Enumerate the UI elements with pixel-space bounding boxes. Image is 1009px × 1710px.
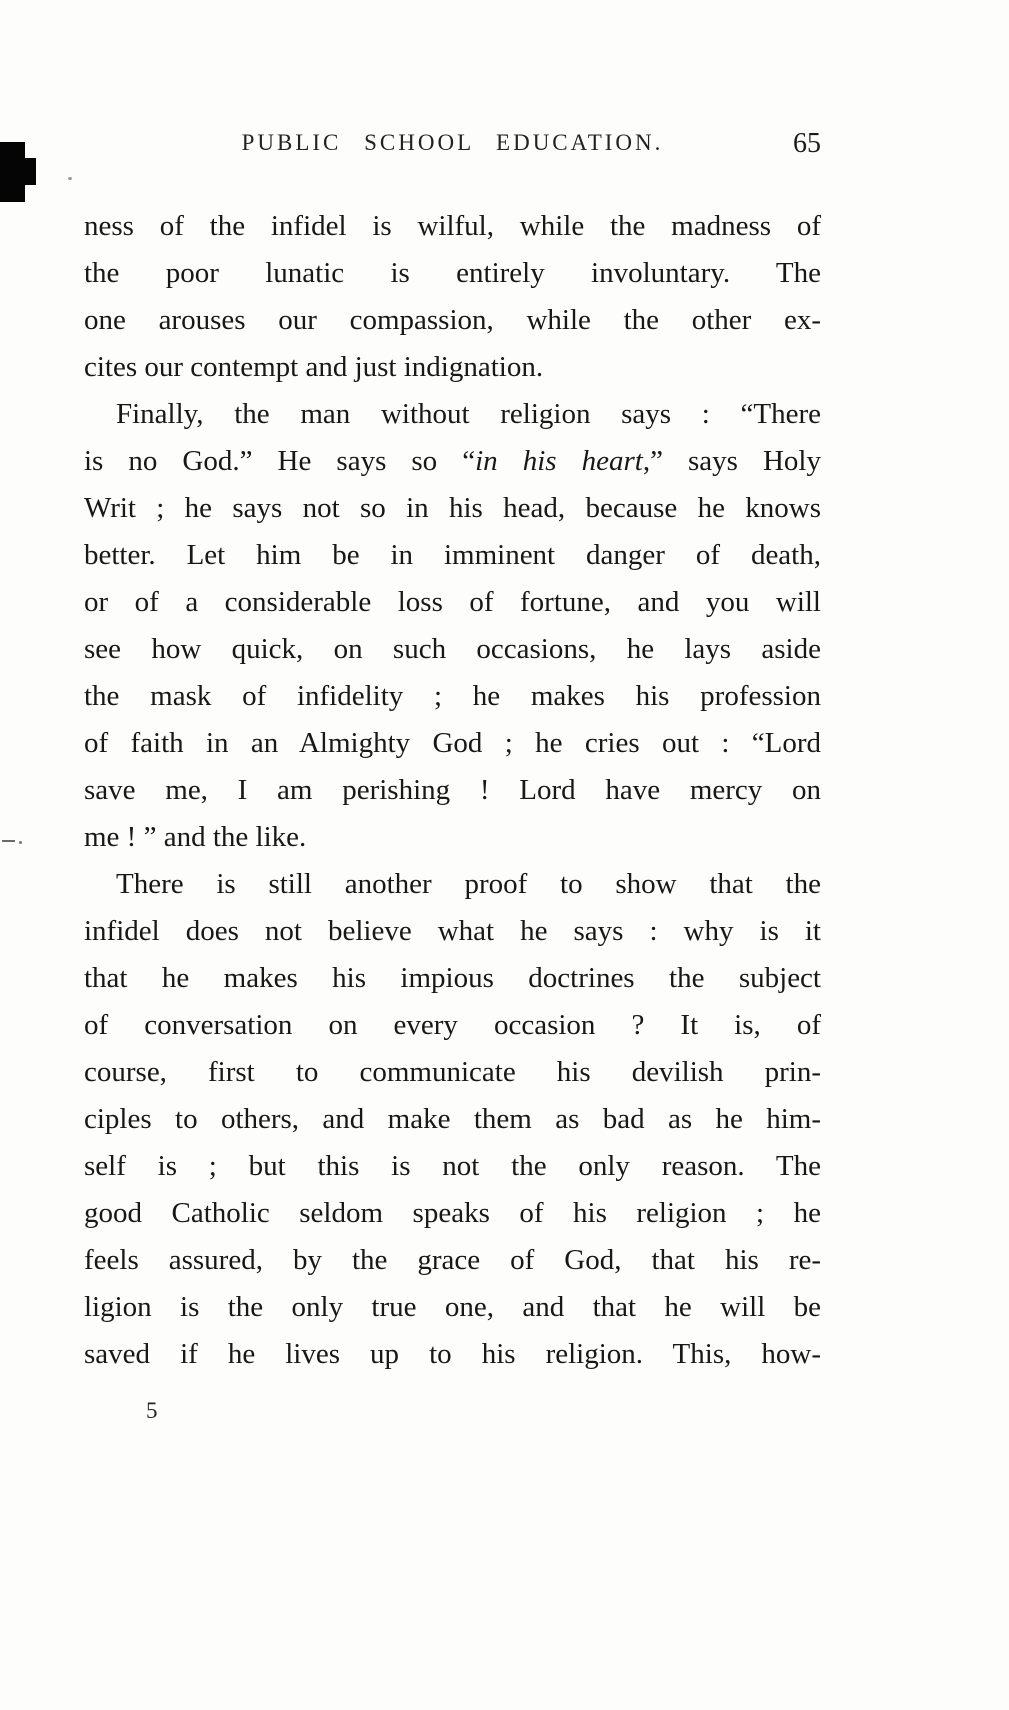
text-line: of conversation on every occasion ? It is, of — [84, 1009, 821, 1041]
scan-artifact-tab — [0, 142, 25, 202]
body-text — [84, 203, 821, 1378]
text-line: the poor lunatic is entirely involuntary. The — [84, 257, 821, 289]
scan-artifact-tab-nub — [25, 158, 36, 185]
text-line: course, first to communicate his devilish prin- — [84, 1056, 821, 1088]
paragraph — [84, 861, 821, 1378]
text-line: or of a considerable loss of fortune, and you will — [84, 586, 821, 618]
text-line: better. Let him be in imminent danger of death, — [84, 539, 821, 571]
text-line: infidel does not believe what he says : why is it — [84, 915, 821, 947]
text-line: me ! ” and the like. — [84, 821, 307, 853]
text-line: self is ; but this is not the only reason. The — [84, 1150, 821, 1182]
text-line: one arouses our compassion, while the other ex- — [84, 304, 821, 336]
paragraph — [84, 391, 821, 861]
scan-artifact-dot — [68, 177, 72, 180]
text-line: Writ ; he says not so in his head, because he knows — [84, 492, 821, 524]
running-head — [84, 130, 821, 164]
text-line: cites our contempt and just indignation. — [84, 351, 544, 383]
text-segment: is no God.” He says so “ — [84, 445, 476, 477]
text-line: ligion is the only true one, and that he will be — [84, 1291, 821, 1323]
text-segment: ,” says Holy — [642, 445, 821, 477]
running-title: PUBLIC SCHOOL EDUCATION. — [241, 130, 664, 155]
signature-mark: 5 — [146, 1398, 158, 1423]
text-line: of faith in an Almighty God ; he cries out : “Lord — [84, 727, 821, 759]
page-number: 65 — [793, 128, 821, 159]
text-line: feels assured, by the grace of God, that his re- — [84, 1244, 821, 1276]
text-line: that he makes his impious doctrines the subject — [84, 962, 821, 994]
scan-artifact-margin-mark — [2, 840, 15, 842]
text-line: saved if he lives up to his religion. This, how- — [84, 1338, 821, 1370]
text-line: save me, I am perishing ! Lord have mercy on — [84, 774, 821, 806]
text-line: see how quick, on such occasions, he lays aside — [84, 633, 821, 665]
text-line: ness of the infidel is wilful, while the madness of — [84, 210, 821, 242]
text-line: good Catholic seldom speaks of his religion ; he — [84, 1197, 821, 1229]
text-segment-italic: in his heart — [475, 445, 643, 477]
text-line — [84, 438, 821, 485]
text-line: There is still another proof to show that the — [116, 868, 821, 900]
scan-artifact-margin-dot — [19, 841, 22, 844]
paragraph — [84, 203, 821, 391]
text-line: the mask of infidelity ; he makes his profession — [84, 680, 821, 712]
text-line: ciples to others, and make them as bad as he him- — [84, 1103, 821, 1135]
text-line: Finally, the man without religion says : “There — [116, 398, 821, 430]
